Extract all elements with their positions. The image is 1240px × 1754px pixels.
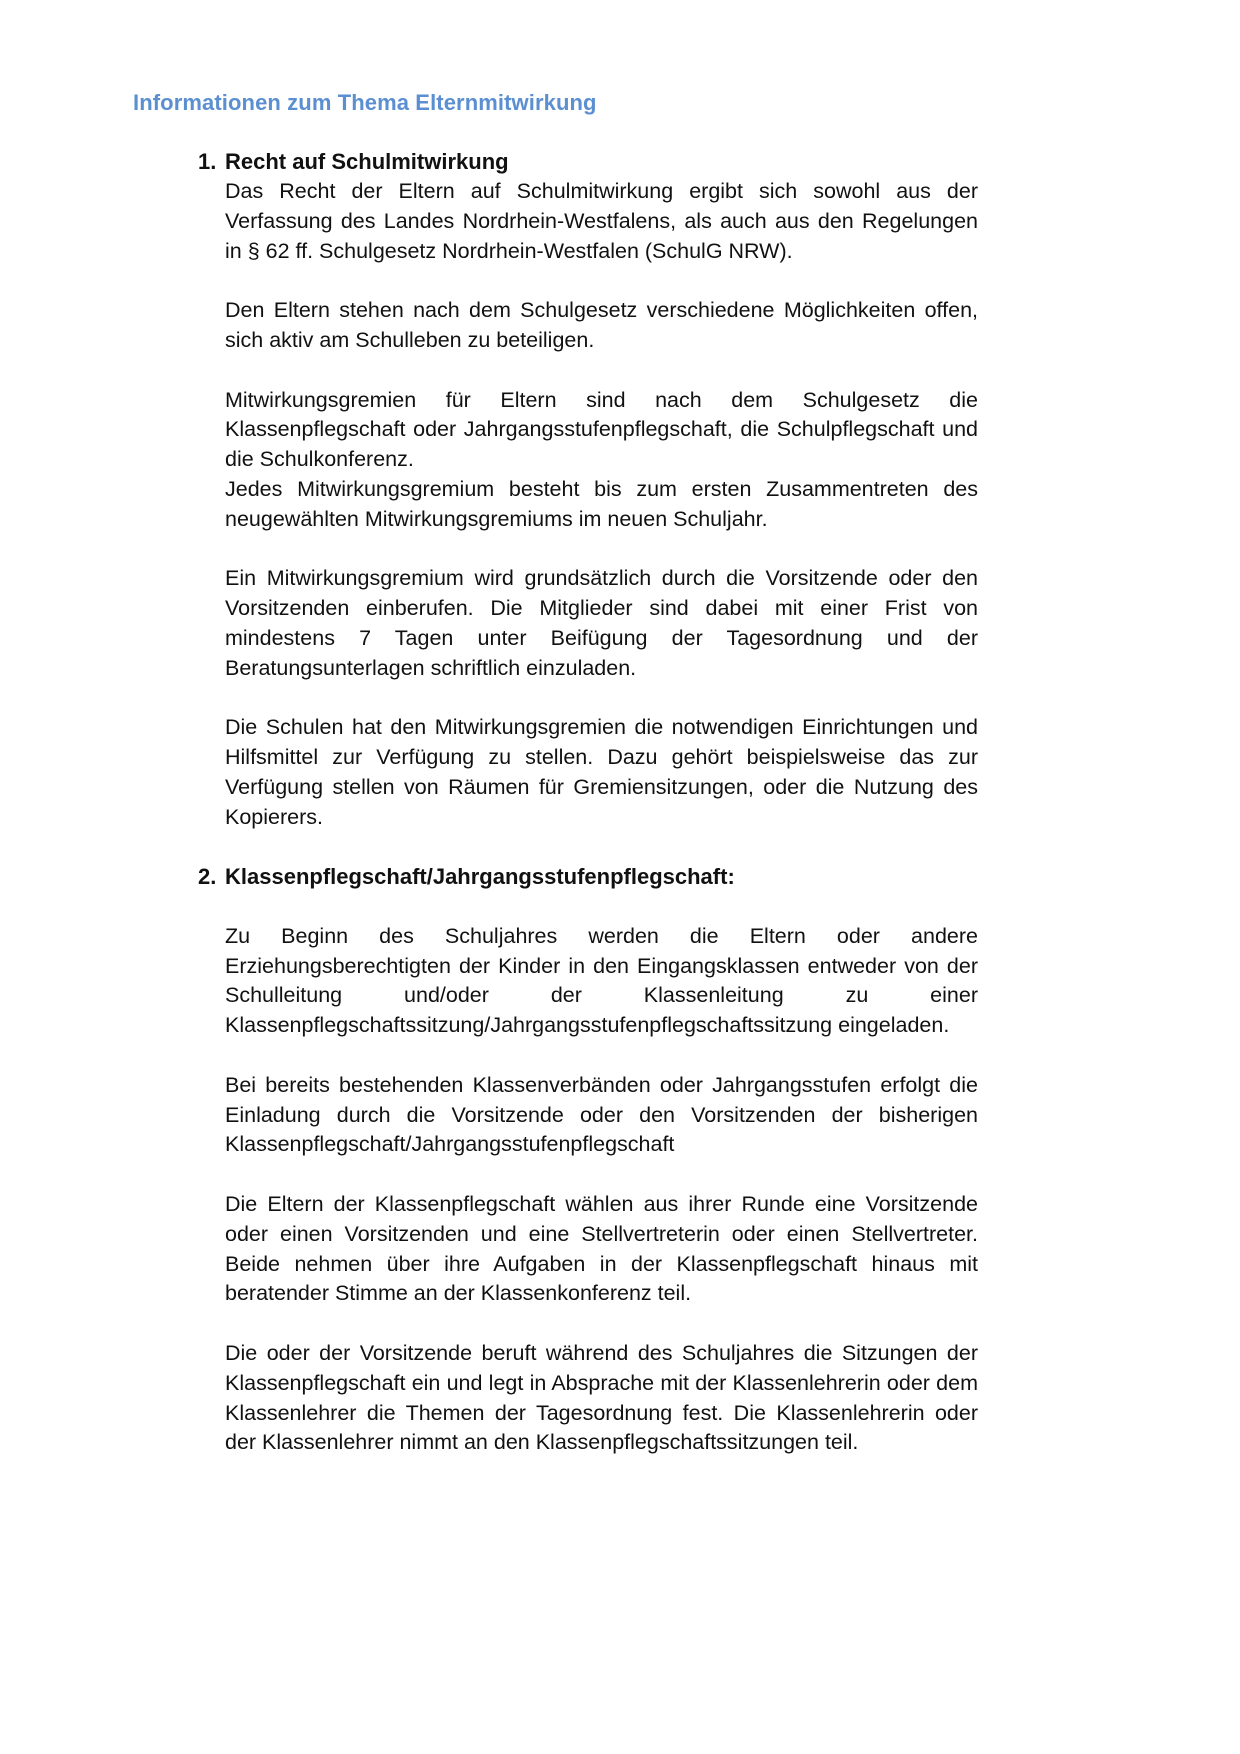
paragraph: Ein Mitwirkungsgremium wird grundsätzlich durch die Vorsitzende oder den Vorsitzenden einberufen. Die Mitglieder sind dabei mit einer Frist von mindestens 7 Tagen unter Beifügung der Tagesordnung und der Beratungsunterlagen schriftlich einzuladen. [225,566,978,680]
section-number: 2. [198,864,217,889]
section-heading [198,862,978,892]
section-recht-auf-schulmitwirkung [198,147,978,833]
section-klassenpflegschaft [198,862,978,1458]
section-heading-text: Klassenpflegschaft/Jahrgangsstufenpflegschaft: [225,864,735,889]
paragraph: Jedes Mitwirkungsgremium besteht bis zum ersten Zusammentreten des neugewählten Mitwirkungsgremiums im neuen Schuljahr. [225,476,978,531]
document-title: Informationen zum Thema Elternmitwirkung [133,90,597,115]
paragraph: Mitwirkungsgremien für Eltern sind nach dem Schulgesetz die Klassenpflegschaft oder Jahrgangsstufenpflegschaft, die Schulpflegschaft und die Schulkonferenz. [225,387,978,472]
paragraph: Die Eltern der Klassenpflegschaft wählen aus ihrer Runde eine Vorsitzende oder einen Vorsitzenden und eine Stellvertreterin oder einen Stellvertreter. Beide nehmen über ihre Aufgaben in der Klassenpflegschaft hinaus mit beratender Stimme an der Klassenkonferenz teil. [225,1191,978,1306]
paragraph: Die oder der Vorsitzende beruft während des Schuljahres die Sitzungen der Klassenpflegschaft ein und legt in Absprache mit der Klassenlehrerin oder dem Klassenlehrer die Themen der Tagesordnung fest. Die Klassenlehrerin oder der Klassenlehrer nimmt an den Klassenpflegschaftssitzungen teil. [225,1340,978,1455]
section-heading [198,147,978,177]
paragraph: Den Eltern stehen nach dem Schulgesetz verschiedene Möglichkeiten offen, sich aktiv am Schulleben zu beteiligen. [225,298,978,352]
paragraph: Bei bereits bestehenden Klassenverbänden oder Jahrgangsstufen erfolgt die Einladung durch die Vorsitzende oder den Vorsitzenden der bisherigen Klassenpflegschaft/Jahrgangsstufenpflegschaft [225,1072,978,1157]
paragraph: Die Schulen hat den Mitwirkungsgremien die notwendigen Einrichtungen und Hilfsmittel zur Verfügung zu stellen. Dazu gehört beispielsweise das zur Verfügung stellen von Räumen für Gremiensitzungen, oder die Nutzung des Kopierers. [225,715,978,829]
section-number: 1. [198,149,217,174]
paragraph: Das Recht der Eltern auf Schulmitwirkung ergibt sich sowohl aus der Verfassung des Landes Nordrhein-Westfalens, als auch aus den Regelungen in § 62 ff. Schulgesetz Nordrhein-Westfalen (SchulG NRW). [225,179,978,263]
section-heading-text: Recht auf Schulmitwirkung [225,149,509,174]
paragraph: Zu Beginn des Schuljahres werden die Eltern oder andere Erziehungsberechtigten der Kinder in den Eingangsklassen entweder von der Schulleitung und/oder der Klassenleitung zu einer Klassenpflegschaftssitzung/Jahrgangsstufenpflegschaftssitzung eingeladen. [225,923,978,1038]
